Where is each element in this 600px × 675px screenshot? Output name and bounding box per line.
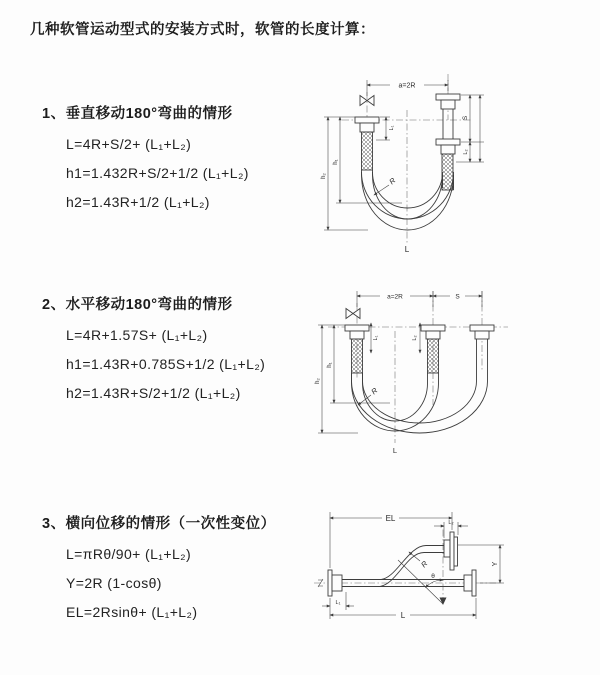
dim-label-h1: h₁ bbox=[333, 159, 339, 165]
braided-hose-section bbox=[352, 339, 363, 373]
dim-label-l: L bbox=[400, 611, 406, 620]
dim-label-s: S bbox=[455, 293, 460, 301]
diagram-lateral-displacement bbox=[298, 500, 598, 650]
radius-leader bbox=[409, 552, 430, 569]
section-3-formula-L: L=πRθ/90+ (L₁+L₂) bbox=[66, 546, 192, 562]
left-pipe-fitting bbox=[355, 117, 379, 170]
dim-label-l2: L₂ bbox=[412, 335, 418, 341]
dimension-s bbox=[433, 294, 482, 301]
section-1 bbox=[42, 102, 249, 223]
section-3-formula-Y: Y=2R (1-cosθ) bbox=[66, 575, 162, 591]
left-flange bbox=[328, 570, 342, 596]
dim-label-r: R bbox=[387, 175, 398, 187]
dim-label-r: R bbox=[369, 385, 380, 397]
section-1-formula-h2: h2=1.43R+1/2 (L₁+L₂) bbox=[66, 194, 210, 210]
dim-label-a2r: a=2R bbox=[398, 82, 416, 90]
dim-label-l1: L₁ bbox=[373, 335, 379, 341]
dim-label-l: L bbox=[404, 245, 410, 254]
dimension-l1 bbox=[322, 592, 354, 610]
dim-label-h1: h₁ bbox=[327, 362, 333, 368]
section-1-formula-L: L=4R+S/2+ (L₁+L₂) bbox=[66, 136, 192, 152]
dim-label-r: R bbox=[419, 559, 430, 570]
diagram-horizontal-180-bend bbox=[308, 283, 593, 461]
dim-label-y: Y bbox=[492, 561, 499, 567]
dim-label-s: S bbox=[462, 115, 469, 121]
dim-label-l2: L₂ bbox=[448, 520, 454, 526]
braided-hose-section bbox=[362, 132, 373, 170]
radius-leader bbox=[374, 176, 398, 195]
right-flange bbox=[464, 570, 476, 596]
radius-leader bbox=[358, 386, 380, 405]
valve-icon bbox=[346, 309, 360, 319]
dimension-h2 bbox=[321, 117, 368, 230]
section-2-formula-L: L=4R+1.57S+ (L₁+L₂) bbox=[66, 327, 208, 343]
section-3-heading: 3、横向位移的情形（一次性变位） bbox=[42, 516, 276, 532]
section-1-formula-h1: h1=1.432R+S/2+1/2 (L₁+L₂) bbox=[66, 165, 249, 181]
dim-label-el: EL bbox=[385, 514, 396, 523]
dimension-width-a2r bbox=[357, 291, 482, 307]
section-3-formula-EL: EL=2Rsinθ+ (L₁+L₂) bbox=[66, 604, 198, 620]
page-title: 几种软管运动型式的安装方式时，软管的长度计算： bbox=[30, 22, 375, 38]
diagram-vertical-180-bend bbox=[310, 70, 590, 260]
hose-arcs bbox=[352, 355, 488, 433]
section-1-heading: 1、垂直移动180°弯曲的情形 bbox=[42, 106, 233, 122]
dimension-l bbox=[330, 598, 476, 620]
dim-label-theta: θ bbox=[431, 573, 435, 580]
dim-label-a2r: a=2R bbox=[387, 293, 403, 301]
middle-pipe-fitting bbox=[421, 325, 445, 373]
braided-hose-section bbox=[428, 339, 439, 373]
section-2-heading: 2、水平移动180°弯曲的情形 bbox=[42, 297, 233, 313]
section-2 bbox=[42, 293, 265, 414]
dim-label-l2: L₂ bbox=[463, 149, 469, 155]
section-2-formula-h1: h1=1.43R+0.785S+1/2 (L₁+L₂) bbox=[66, 356, 266, 372]
dim-label-l: L bbox=[392, 446, 398, 455]
dim-label-l1: L₁ bbox=[389, 125, 395, 131]
left-pipe-fitting bbox=[345, 325, 369, 373]
upper-flange bbox=[444, 532, 458, 570]
dimension-el bbox=[330, 512, 452, 568]
dimension-l2 bbox=[412, 323, 420, 353]
dimension-l1 bbox=[371, 323, 379, 353]
hose-arcs bbox=[362, 170, 454, 230]
right-pipe-fitting bbox=[436, 94, 460, 190]
dim-label-h2: h₂ bbox=[321, 173, 327, 179]
braided-hose-section bbox=[442, 154, 453, 190]
dim-label-l1: L₁ bbox=[335, 600, 341, 606]
section-2-formula-h2: h2=1.43R+S/2+1/2 (L₁+L₂) bbox=[66, 385, 241, 401]
dimension-l2 bbox=[463, 95, 480, 162]
dim-label-h2: h₂ bbox=[315, 378, 321, 384]
section-3 bbox=[42, 512, 276, 633]
